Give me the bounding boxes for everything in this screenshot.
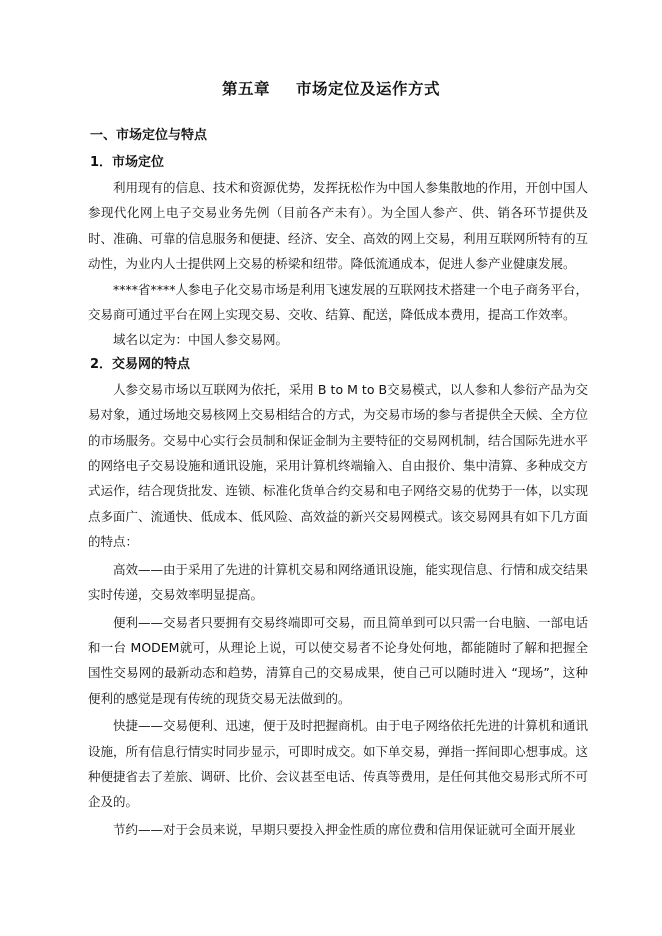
chapter-number: 第五章 bbox=[221, 80, 270, 98]
paragraph: 利用现有的信息、技术和资源优势，发挥抚松作为中国人参集散地的作用，开创中国人参现代化网上电子交易业务先例（目前各产未有）。为全国人参产、供、销各环节提供及时、准确、可靠的信息服务和便捷、经济、安全、高效的网上交易，利用互联网所特有的互动性，为业内人士提供网上交易的桥梁和纽带。降低流通成本，促进人参产业健康发展。 bbox=[88, 180, 589, 272]
paragraph: 便利——交易者只要拥有交易终端即可交易，而且简单到可以只需一台电脑、一部电话和一台 MODEM就可，从理论上说，可以使交易者不论身处何地，都能随时了解和把握全国性交易网的最新动态和趋势，清算自己的交易成果，使自己可以随时进入 “现场”，这种便利的感觉是现有传统的现货交易无法做到的。 bbox=[88, 614, 589, 706]
document-body bbox=[88, 124, 588, 842]
chapter-name: 市场定位及运作方式 bbox=[296, 80, 441, 98]
subsection-heading-exchange-features: 2．交易网的特点 bbox=[90, 356, 191, 372]
paragraph: 高效——由于采用了先进的计算机交易和网络通讯设施，能实现信息、行情和成交结果实时传递，交易效率明显提高。 bbox=[88, 561, 589, 603]
paragraph: 节约——对于会员来说，早期只要投入押金性质的席位费和信用保证就可全面开展业 bbox=[113, 821, 576, 837]
paragraph: ****省****人参电子化交易市场是利用飞速发展的互联网技术搭建一个电子商务平台，交易商可通过平台在网上实现交易、交收、结算、配送，降低成本费用，提高工作效率。 bbox=[88, 281, 589, 323]
paragraph: 域名以定为：中国人参交易网。 bbox=[113, 332, 289, 348]
chapter-title bbox=[0, 77, 662, 99]
subsection-heading-market-position: 1．市场定位 bbox=[90, 155, 165, 170]
section-heading: 一、市场定位与特点 bbox=[90, 128, 208, 143]
paragraph: 快捷——交易便利、迅速，便于及时把握商机。由于电子网络依托先进的计算机和通讯设施，所有信息行情实时同步显示，可即时成交。如下单交易，弹指一挥间即心想事成。这种便捷省去了差旅、调研、比价、会议甚至电话、传真等费用，是任何其他交易形式所不可企及的。 bbox=[88, 718, 589, 810]
paragraph: 人参交易市场以互联网为依托，采用 B to M to B交易模式，以人参和人参衍产品为交易对象，通过场地交易核网上交易相结合的方式，为交易市场的参与者提供全天候、全方位的市场服务。交易中心实行会员制和保证金制为主要特征的交易网机制，结合国际先进水平的网络电子交易设施和通讯设施，采用计算机终端输入、自由报价、集中清算、多种成交方式运作，结合现货批发、连锁、标准化货单合约交易和电子网络交易的优势于一体，以实现点多面广、流通快、低成本、低风险、高效益的新兴交易网模式。该交易网具有如下几方面的特点： bbox=[88, 381, 589, 550]
